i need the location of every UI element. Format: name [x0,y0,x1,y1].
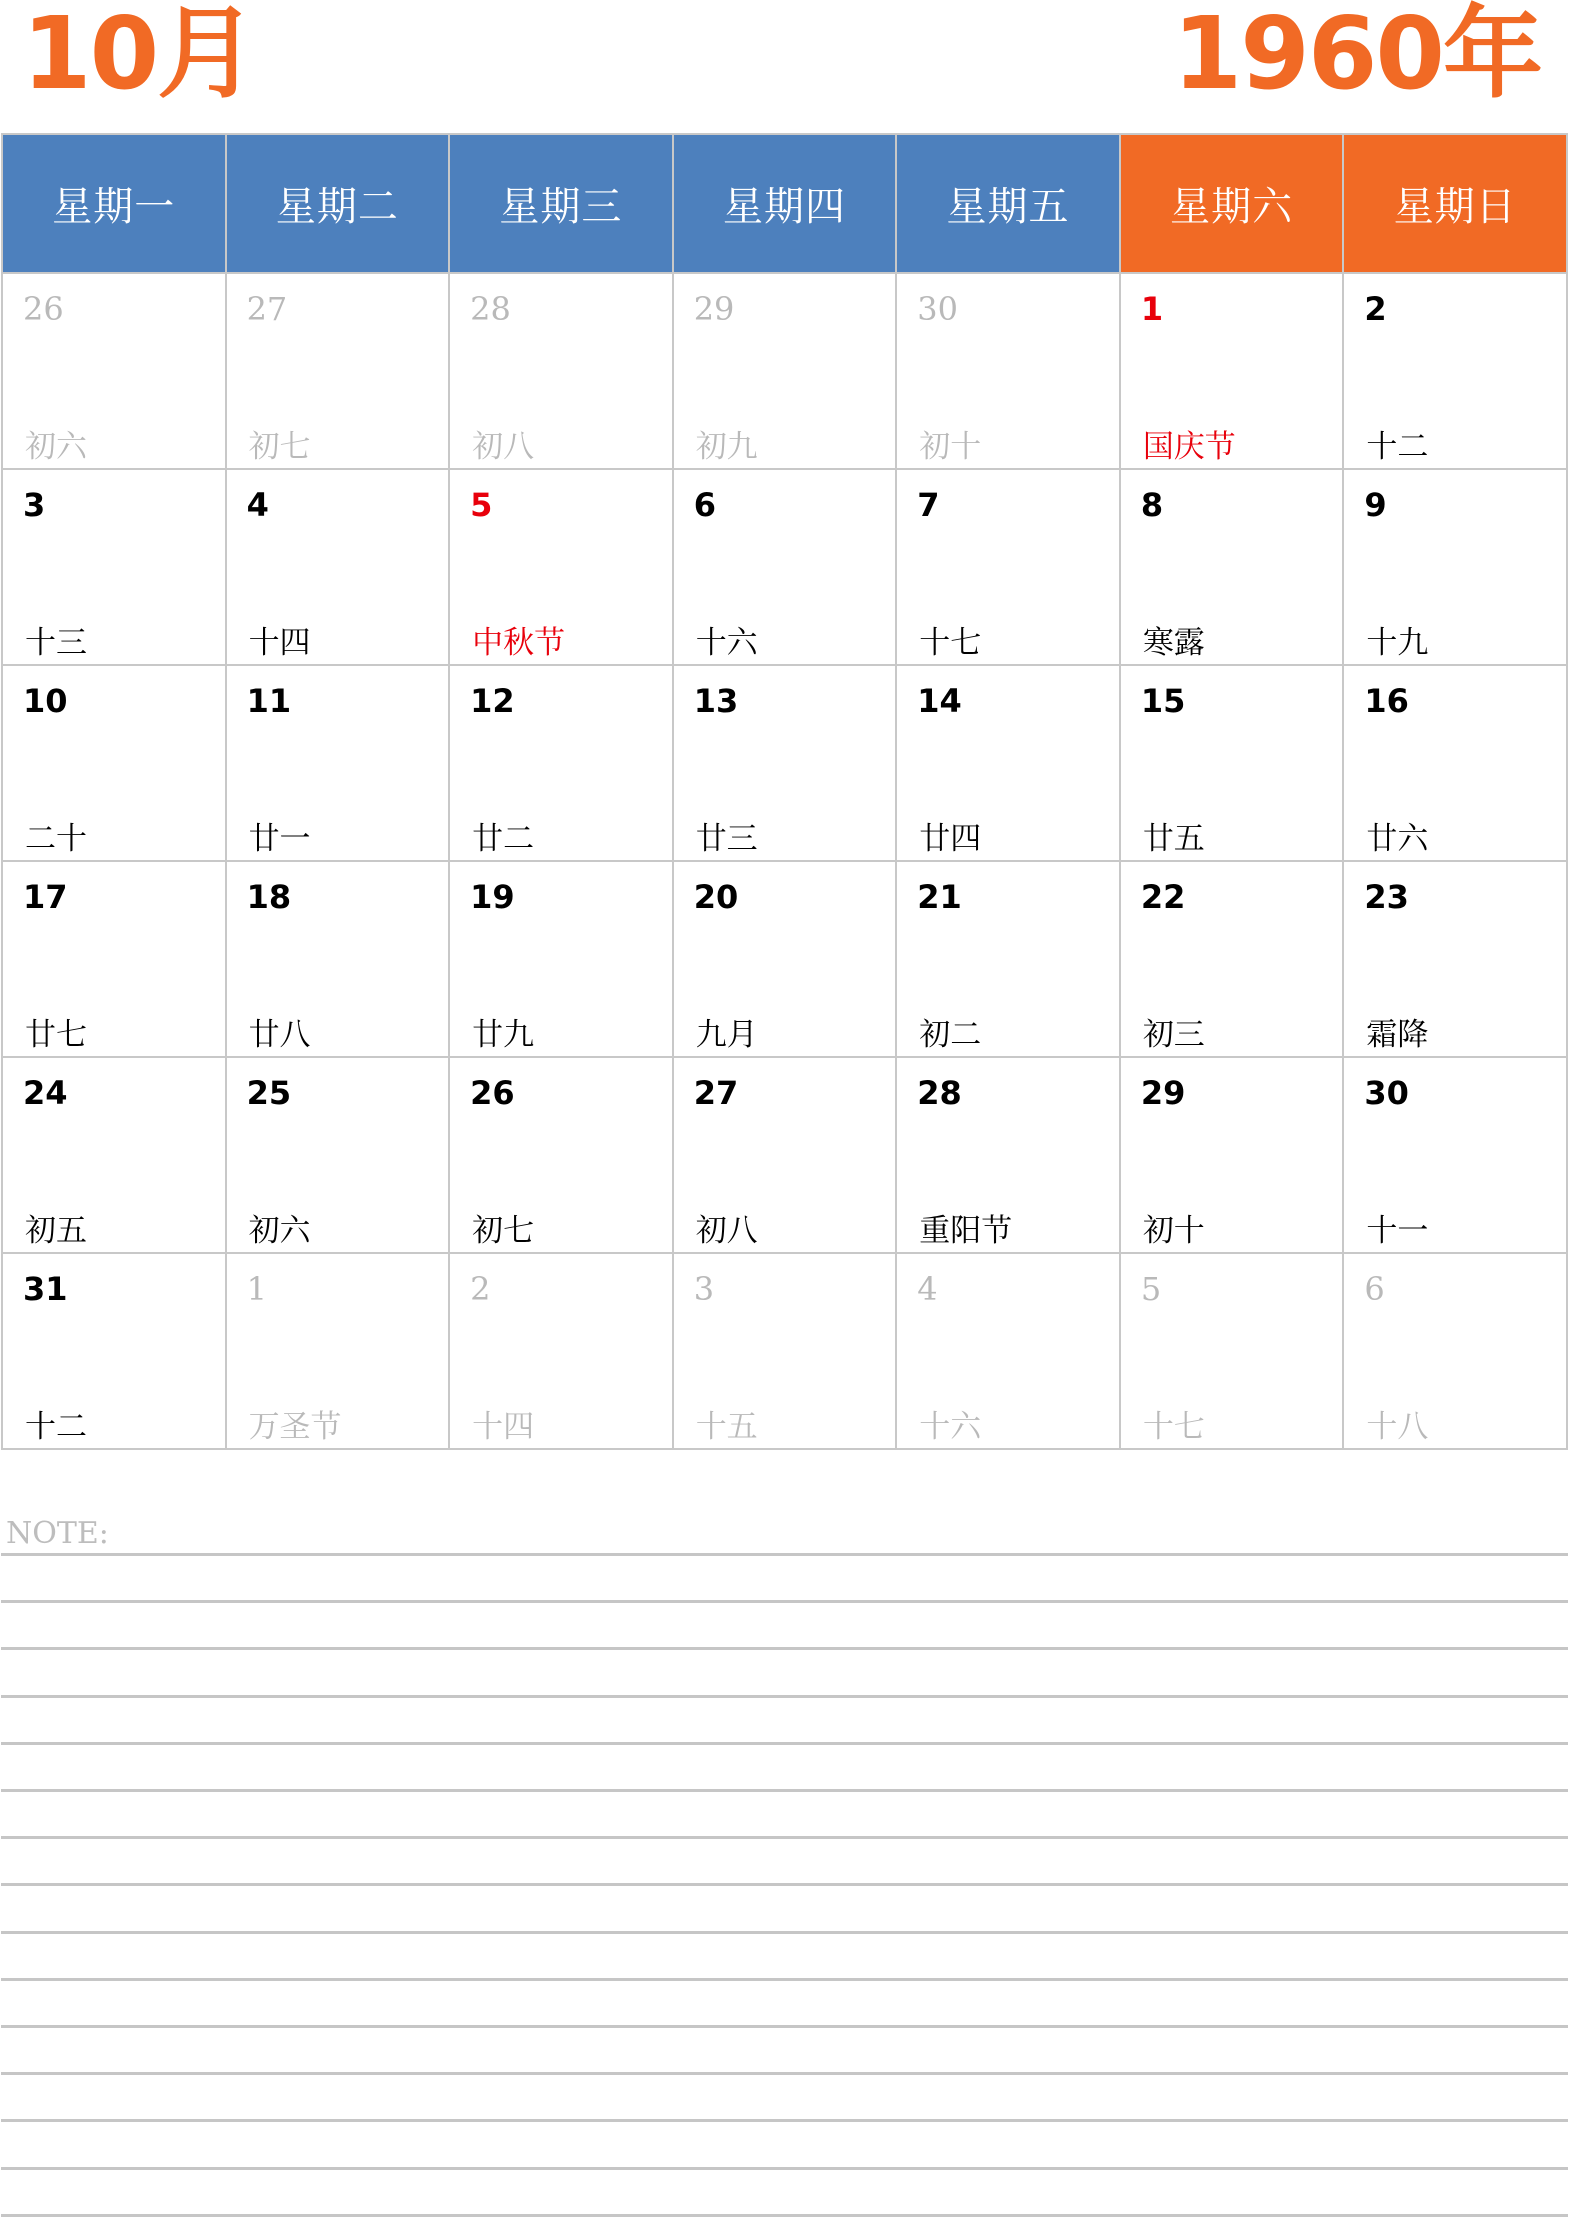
day-number: 1 [1140,290,1164,328]
note-line [1,1883,1568,1886]
lunar-date: 初九 [695,429,758,465]
day-number: 13 [693,682,739,720]
calendar-grid [1,133,1568,1450]
day-number: 23 [1364,878,1409,916]
lunar-date: 廿四 [919,821,982,857]
week-row [2,861,1567,1057]
day-number: 3 [693,1270,715,1308]
day-cell[interactable] [2,273,226,469]
day-number: 25 [246,1074,292,1112]
weekday-header-tue: 星期二 [226,134,450,273]
lunar-date: 十三 [25,625,87,661]
note-line [1,2072,1568,2075]
calendar-body [2,273,1567,1449]
day-cell[interactable] [673,665,897,861]
day-cell[interactable] [226,1057,450,1253]
week-row [2,1057,1567,1253]
note-line [1,1836,1568,1839]
lunar-date: 重阳节 [919,1213,1013,1249]
lunar-date: 九月 [695,1017,758,1053]
day-number: 1 [246,1270,267,1308]
lunar-date: 初五 [25,1213,87,1249]
day-cell[interactable] [449,861,673,1057]
day-number: 11 [246,682,292,720]
day-number: 15 [1140,682,1186,720]
weekday-header-thu: 星期四 [673,134,897,273]
day-number: 30 [917,290,958,328]
day-number: 29 [693,290,735,328]
lunar-date: 廿七 [25,1017,87,1053]
day-cell[interactable] [896,861,1120,1057]
week-row [2,273,1567,469]
note-line [1,2119,1568,2122]
lunar-date: 廿八 [248,1017,311,1053]
lunar-date: 霜降 [1366,1017,1429,1053]
day-cell[interactable] [226,273,450,469]
day-cell[interactable] [1343,861,1567,1057]
week-row [2,1253,1567,1449]
weekday-header-sun: 星期日 [1343,134,1567,273]
day-cell[interactable] [226,861,450,1057]
note-line [1,1647,1568,1650]
day-number: 5 [1140,1270,1162,1308]
note-line [1,1742,1568,1745]
day-number: 3 [23,486,46,524]
day-cell[interactable] [1120,665,1344,861]
day-cell[interactable] [449,1253,673,1449]
day-cell[interactable] [1343,665,1567,861]
year-title: 1960年 [1172,0,1541,112]
day-cell[interactable] [896,469,1120,665]
lunar-date: 初八 [695,1213,758,1249]
lunar-date: 十七 [919,625,982,661]
day-cell[interactable] [2,469,226,665]
note-line [1,2167,1568,2170]
day-number: 4 [917,1270,938,1308]
weekday-header-sat: 星期六 [1120,134,1344,273]
day-number: 12 [470,682,515,720]
day-number: 2 [1364,290,1387,328]
day-number: 10 [23,682,68,720]
day-number: 9 [1364,486,1387,524]
lunar-date: 十八 [1366,1409,1429,1445]
note-line [1,1931,1568,1934]
lunar-date: 廿三 [695,821,758,857]
day-number: 27 [246,290,288,328]
day-cell[interactable] [673,273,897,469]
lunar-date: 十六 [695,625,758,661]
lunar-date: 初七 [248,429,311,465]
lunar-date: 十二 [1366,429,1429,465]
lunar-date: 初六 [248,1213,311,1249]
note-line [1,1789,1568,1792]
holiday-label: 中秋节 [472,625,566,661]
day-number: 31 [23,1270,68,1308]
weekday-header-wed: 星期三 [449,134,673,273]
day-number: 28 [917,1074,962,1112]
lunar-date: 廿九 [472,1017,535,1053]
lunar-date: 十四 [472,1409,535,1445]
lunar-date: 初三 [1142,1017,1205,1053]
lunar-date: 廿五 [1142,821,1205,857]
day-number: 14 [917,682,962,720]
lunar-date: 十七 [1142,1409,1205,1445]
day-cell[interactable] [2,1057,226,1253]
day-cell[interactable] [896,1057,1120,1253]
lunar-date: 廿六 [1366,821,1429,857]
day-cell[interactable] [896,273,1120,469]
lunar-date: 初二 [919,1017,982,1053]
day-number: 30 [1364,1074,1409,1112]
lunar-date: 初十 [1142,1213,1205,1249]
lunar-date: 十四 [248,625,311,661]
lunar-date: 廿二 [472,821,535,857]
lunar-date: 二十 [25,821,87,857]
lunar-date: 寒露 [1142,625,1205,661]
note-line [1,1978,1568,1981]
note-line [1,2025,1568,2028]
day-cell[interactable] [2,665,226,861]
day-cell[interactable] [673,861,897,1057]
day-number: 6 [693,486,716,524]
day-number: 6 [1364,1270,1385,1308]
day-number: 24 [23,1074,68,1112]
day-number: 29 [1140,1074,1186,1112]
day-cell[interactable] [2,861,226,1057]
day-cell[interactable] [226,1253,450,1449]
day-number: 28 [470,290,511,328]
lunar-date: 初七 [472,1213,535,1249]
holiday-label: 国庆节 [1142,429,1236,465]
day-cell[interactable] [896,1253,1120,1449]
day-number: 22 [1140,878,1186,916]
lunar-date: 十六 [919,1409,982,1445]
day-number: 2 [470,1270,491,1308]
day-number: 16 [1364,682,1409,720]
day-cell[interactable] [1343,469,1567,665]
weekday-header-mon: 星期一 [2,134,226,273]
weekday-header-row [2,134,1567,273]
note-line [1,1695,1568,1698]
note-line [1,2214,1568,2217]
day-cell[interactable] [1120,861,1344,1057]
lunar-date: 廿一 [248,821,311,857]
lunar-date: 十九 [1366,625,1429,661]
weekday-header-fri: 星期五 [896,134,1120,273]
day-cell[interactable] [226,469,450,665]
week-row [2,469,1567,665]
day-cell[interactable] [1343,1057,1567,1253]
day-cell[interactable] [673,1057,897,1253]
lunar-date: 初六 [25,429,87,465]
day-cell[interactable] [2,1253,226,1449]
lunar-date: 十一 [1366,1213,1429,1249]
day-number: 17 [23,878,68,916]
day-cell[interactable] [896,665,1120,861]
day-cell[interactable] [1120,1253,1344,1449]
lunar-date: 初八 [472,429,535,465]
lunar-date: 初十 [919,429,982,465]
lunar-date: 万圣节 [248,1409,342,1445]
lunar-date: 十二 [25,1409,87,1445]
note-label: NOTE: [6,1516,109,1551]
day-number: 27 [693,1074,739,1112]
day-cell[interactable] [1343,1253,1567,1449]
day-cell[interactable] [673,1253,897,1449]
month-title: 10月 [22,0,256,112]
day-number: 21 [917,878,962,916]
day-cell[interactable] [449,1057,673,1253]
day-cell[interactable] [449,273,673,469]
day-cell[interactable] [1120,1057,1344,1253]
day-cell[interactable] [1120,469,1344,665]
day-cell[interactable] [449,665,673,861]
day-number: 26 [23,290,64,328]
day-number: 20 [693,878,739,916]
note-line [1,1600,1568,1603]
day-number: 8 [1140,486,1164,524]
day-number: 4 [246,486,269,524]
day-cell[interactable] [1120,273,1344,469]
day-number: 26 [470,1074,515,1112]
day-cell[interactable] [449,469,673,665]
note-line [1,1553,1568,1556]
week-row [2,665,1567,861]
day-number: 5 [470,486,493,524]
lunar-date: 十五 [695,1409,758,1445]
day-number: 18 [246,878,292,916]
day-cell[interactable] [226,665,450,861]
day-number: 7 [917,486,940,524]
day-number: 19 [470,878,515,916]
day-cell[interactable] [673,469,897,665]
day-cell[interactable] [1343,273,1567,469]
